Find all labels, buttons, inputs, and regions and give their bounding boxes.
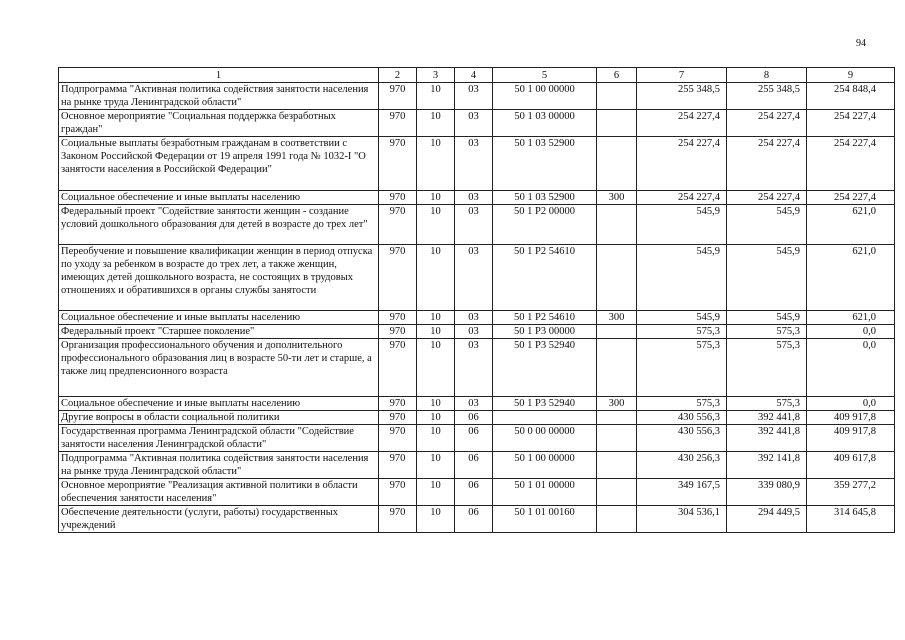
cell-amount-1: 575,3 <box>637 339 727 397</box>
row-name: Федеральный проект "Содействие занятости женщин - создание условий дошкольного образования для детей в возрасте до трех лет" <box>59 205 379 245</box>
cell-amount-1: 545,9 <box>637 205 727 245</box>
table-row <box>59 110 895 137</box>
cell-section: 10 <box>417 205 455 245</box>
cell-subsection: 03 <box>455 397 493 411</box>
cell-section: 10 <box>417 506 455 533</box>
cell-amount-3: 254 227,4 <box>807 110 895 137</box>
row-name: Социальное обеспечение и иные выплаты населению <box>59 397 379 411</box>
cell-target-code: 50 1 00 00000 <box>493 83 597 110</box>
header-cell: 2 <box>379 68 417 83</box>
cell-amount-3: 409 617,8 <box>807 452 895 479</box>
cell-amount-3: 0,0 <box>807 339 895 397</box>
cell-expense-type <box>597 339 637 397</box>
cell-amount-1: 575,3 <box>637 397 727 411</box>
cell-target-code: 50 1 P2 00000 <box>493 205 597 245</box>
cell-ministry: 970 <box>379 325 417 339</box>
cell-amount-1: 545,9 <box>637 311 727 325</box>
row-name: Подпрограмма "Активная политика содействия занятости населения на рынке труда Ленинградской области" <box>59 452 379 479</box>
cell-subsection: 03 <box>455 325 493 339</box>
cell-ministry: 970 <box>379 83 417 110</box>
cell-ministry: 970 <box>379 245 417 311</box>
cell-target-code: 50 1 P2 54610 <box>493 245 597 311</box>
cell-subsection: 03 <box>455 83 493 110</box>
header-cell: 4 <box>455 68 493 83</box>
cell-target-code: 50 1 P3 00000 <box>493 325 597 339</box>
cell-subsection: 06 <box>455 411 493 425</box>
cell-ministry: 970 <box>379 452 417 479</box>
cell-section: 10 <box>417 339 455 397</box>
cell-amount-2: 339 080,9 <box>727 479 807 506</box>
table-row <box>59 479 895 506</box>
cell-amount-1: 254 227,4 <box>637 137 727 191</box>
cell-amount-3: 409 917,8 <box>807 425 895 452</box>
cell-ministry: 970 <box>379 110 417 137</box>
cell-section: 10 <box>417 137 455 191</box>
cell-ministry: 970 <box>379 425 417 452</box>
cell-expense-type <box>597 325 637 339</box>
cell-expense-type <box>597 110 637 137</box>
header-cell: 8 <box>727 68 807 83</box>
cell-section: 10 <box>417 397 455 411</box>
cell-amount-1: 254 227,4 <box>637 110 727 137</box>
cell-target-code: 50 1 03 00000 <box>493 110 597 137</box>
cell-target-code: 50 1 P3 52940 <box>493 397 597 411</box>
table-row <box>59 137 895 191</box>
table-row <box>59 205 895 245</box>
cell-amount-3: 0,0 <box>807 325 895 339</box>
cell-subsection: 03 <box>455 205 493 245</box>
cell-amount-2: 254 227,4 <box>727 191 807 205</box>
table-row <box>59 191 895 205</box>
cell-target-code: 50 1 03 52900 <box>493 191 597 205</box>
cell-amount-2: 575,3 <box>727 325 807 339</box>
table-row <box>59 397 895 411</box>
cell-section: 10 <box>417 325 455 339</box>
cell-ministry: 970 <box>379 411 417 425</box>
cell-expense-type: 300 <box>597 191 637 205</box>
cell-section: 10 <box>417 411 455 425</box>
cell-amount-2: 254 227,4 <box>727 137 807 191</box>
cell-subsection: 03 <box>455 191 493 205</box>
cell-ministry: 970 <box>379 137 417 191</box>
cell-amount-1: 349 167,5 <box>637 479 727 506</box>
cell-ministry: 970 <box>379 191 417 205</box>
cell-expense-type <box>597 479 637 506</box>
cell-target-code: 50 1 03 52900 <box>493 137 597 191</box>
cell-amount-3: 314 645,8 <box>807 506 895 533</box>
cell-target-code: 50 1 P3 52940 <box>493 339 597 397</box>
header-cell: 5 <box>493 68 597 83</box>
row-name: Основное мероприятие "Реализация активной политики в области обеспечения занятости населения" <box>59 479 379 506</box>
row-name: Социальное обеспечение и иные выплаты населению <box>59 311 379 325</box>
cell-section: 10 <box>417 191 455 205</box>
cell-amount-1: 430 556,3 <box>637 425 727 452</box>
header-cell: 1 <box>59 68 379 83</box>
table-row <box>59 245 895 311</box>
cell-section: 10 <box>417 311 455 325</box>
cell-subsection: 03 <box>455 339 493 397</box>
cell-subsection: 06 <box>455 479 493 506</box>
cell-amount-3: 621,0 <box>807 205 895 245</box>
cell-expense-type: 300 <box>597 397 637 411</box>
row-name: Основное мероприятие "Социальная поддержка безработных граждан" <box>59 110 379 137</box>
cell-amount-2: 545,9 <box>727 311 807 325</box>
row-name: Федеральный проект "Старшее поколение" <box>59 325 379 339</box>
cell-amount-2: 392 441,8 <box>727 425 807 452</box>
table-row <box>59 411 895 425</box>
cell-subsection: 03 <box>455 137 493 191</box>
cell-amount-1: 430 556,3 <box>637 411 727 425</box>
row-name: Государственная программа Ленинградской области "Содействие занятости населения Ленинградской области" <box>59 425 379 452</box>
header-cell: 9 <box>807 68 895 83</box>
header-cell: 3 <box>417 68 455 83</box>
cell-target-code: 50 1 01 00000 <box>493 479 597 506</box>
cell-amount-3: 0,0 <box>807 397 895 411</box>
cell-section: 10 <box>417 110 455 137</box>
cell-expense-type <box>597 506 637 533</box>
row-name: Организация профессионального обучения и дополнительного профессионального образования лиц в возрасте 50-ти лет и старше, а также лиц предпенсионного возраста <box>59 339 379 397</box>
page-number: 94 <box>856 38 866 49</box>
cell-amount-1: 430 256,3 <box>637 452 727 479</box>
cell-expense-type <box>597 452 637 479</box>
cell-amount-2: 294 449,5 <box>727 506 807 533</box>
cell-amount-3: 621,0 <box>807 245 895 311</box>
cell-amount-2: 254 227,4 <box>727 110 807 137</box>
cell-amount-2: 545,9 <box>727 245 807 311</box>
cell-expense-type <box>597 411 637 425</box>
table-row <box>59 425 895 452</box>
cell-expense-type <box>597 137 637 191</box>
cell-ministry: 970 <box>379 397 417 411</box>
cell-ministry: 970 <box>379 339 417 397</box>
cell-target-code: 50 1 00 00000 <box>493 452 597 479</box>
row-name: Социальные выплаты безработным гражданам в соответствии с Законом Российской Федерации от 19 апреля 1991 года № 1032-I "О занятости населения в Российской Федерации" <box>59 137 379 191</box>
budget-table <box>58 67 895 533</box>
cell-amount-3: 621,0 <box>807 311 895 325</box>
cell-subsection: 06 <box>455 452 493 479</box>
cell-section: 10 <box>417 425 455 452</box>
row-name: Другие вопросы в области социальной политики <box>59 411 379 425</box>
cell-amount-1: 545,9 <box>637 245 727 311</box>
cell-subsection: 03 <box>455 110 493 137</box>
cell-amount-2: 545,9 <box>727 205 807 245</box>
table-row <box>59 83 895 110</box>
cell-ministry: 970 <box>379 205 417 245</box>
cell-subsection: 03 <box>455 311 493 325</box>
table-row <box>59 339 895 397</box>
cell-amount-1: 575,3 <box>637 325 727 339</box>
table-row <box>59 325 895 339</box>
table-row <box>59 311 895 325</box>
cell-amount-1: 255 348,5 <box>637 83 727 110</box>
cell-subsection: 06 <box>455 506 493 533</box>
cell-target-code: 50 0 00 00000 <box>493 425 597 452</box>
cell-target-code: 50 1 P2 54610 <box>493 311 597 325</box>
table-header-row <box>59 68 895 83</box>
cell-expense-type <box>597 83 637 110</box>
cell-amount-1: 304 536,1 <box>637 506 727 533</box>
cell-section: 10 <box>417 479 455 506</box>
cell-ministry: 970 <box>379 479 417 506</box>
cell-target-code <box>493 411 597 425</box>
cell-amount-3: 254 848,4 <box>807 83 895 110</box>
cell-amount-2: 255 348,5 <box>727 83 807 110</box>
row-name: Обеспечение деятельности (услуги, работы) государственных учреждений <box>59 506 379 533</box>
cell-expense-type <box>597 425 637 452</box>
cell-amount-2: 575,3 <box>727 397 807 411</box>
row-name: Социальное обеспечение и иные выплаты населению <box>59 191 379 205</box>
cell-amount-2: 392 141,8 <box>727 452 807 479</box>
cell-amount-1: 254 227,4 <box>637 191 727 205</box>
cell-amount-2: 575,3 <box>727 339 807 397</box>
row-name: Подпрограмма "Активная политика содействия занятости населения на рынке труда Ленинградской области" <box>59 83 379 110</box>
cell-section: 10 <box>417 245 455 311</box>
cell-expense-type <box>597 245 637 311</box>
cell-amount-3: 254 227,4 <box>807 191 895 205</box>
cell-section: 10 <box>417 452 455 479</box>
table-row <box>59 452 895 479</box>
cell-section: 10 <box>417 83 455 110</box>
cell-subsection: 03 <box>455 245 493 311</box>
cell-amount-3: 409 917,8 <box>807 411 895 425</box>
cell-expense-type <box>597 205 637 245</box>
cell-amount-2: 392 441,8 <box>727 411 807 425</box>
cell-ministry: 970 <box>379 506 417 533</box>
cell-expense-type: 300 <box>597 311 637 325</box>
header-cell: 6 <box>597 68 637 83</box>
header-cell: 7 <box>637 68 727 83</box>
cell-ministry: 970 <box>379 311 417 325</box>
cell-target-code: 50 1 01 00160 <box>493 506 597 533</box>
cell-subsection: 06 <box>455 425 493 452</box>
cell-amount-3: 359 277,2 <box>807 479 895 506</box>
cell-amount-3: 254 227,4 <box>807 137 895 191</box>
table-row <box>59 506 895 533</box>
row-name: Переобучение и повышение квалификации женщин в период отпуска по уходу за ребенком в возрасте до трех лет, а также женщин, имеющих детей дошкольного возраста, не состоящих в трудовых отношениях и обратившихся в органы службы занятости <box>59 245 379 311</box>
